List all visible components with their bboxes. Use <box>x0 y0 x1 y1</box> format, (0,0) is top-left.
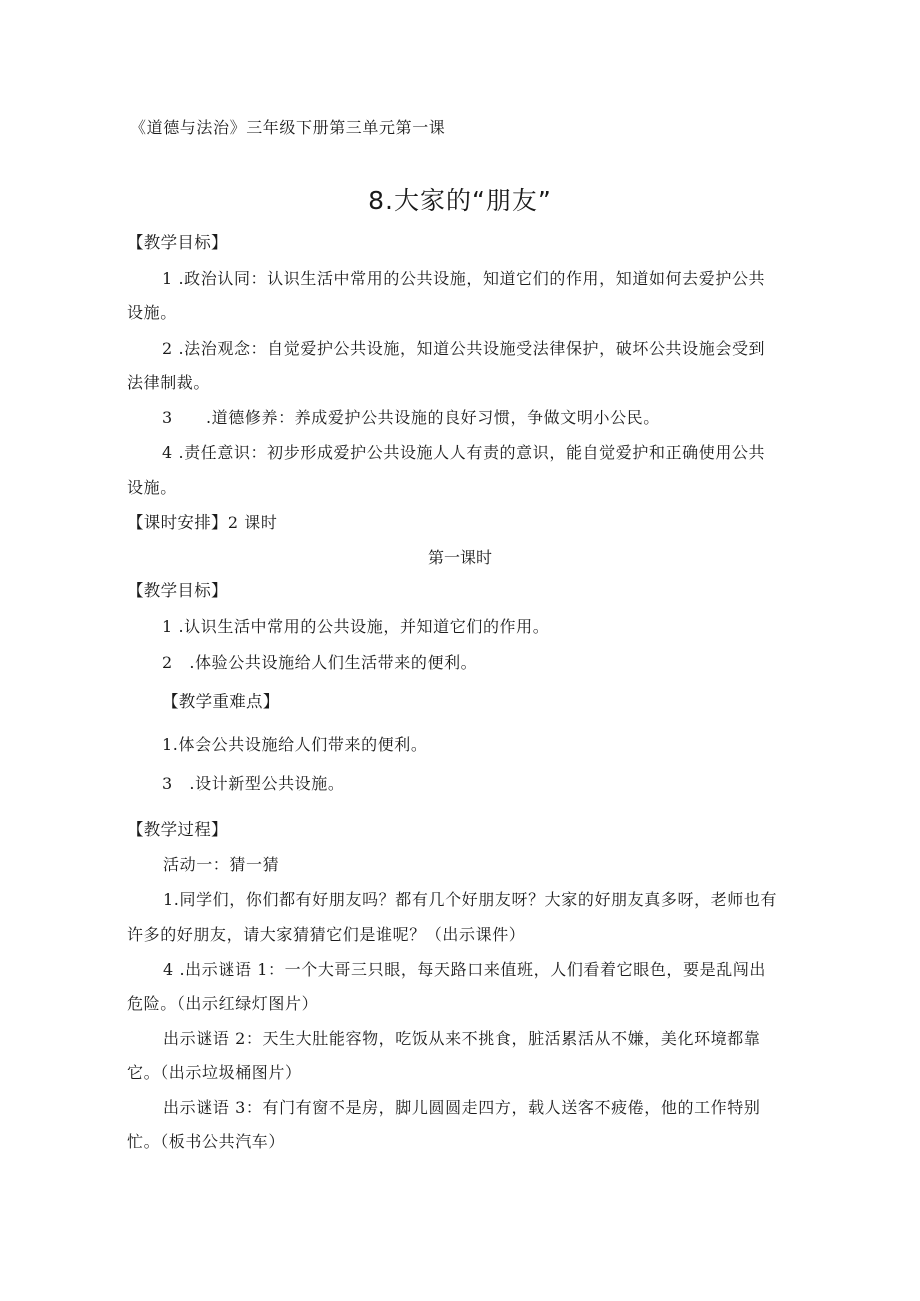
schedule-value: 2 课时 <box>227 513 278 532</box>
goal-2-line-2: 法律制裁。 <box>127 373 211 392</box>
process-para-1-line-1: 1.同学们，你们都有好朋友吗？都有几个好朋友呀？大家的好朋友真多呀，老师也有 <box>163 890 778 909</box>
lesson-title: 8.大家的“朋友” <box>368 186 552 215</box>
goal2-item-2: 2 .体验公共设施给人们生活带来的便利。 <box>162 653 478 672</box>
section-heading-process: 【教学过程】 <box>127 820 228 839</box>
riddle-1-line-1: 4 .出示谜语 1：一个大哥三只眼，每天路口来值班，人们看着它眼色，要是乱闯出 <box>163 960 767 979</box>
goal-1-line-2: 设施。 <box>127 303 177 322</box>
key-point-1: 1.体会公共设施给人们带来的便利。 <box>162 735 428 754</box>
section-heading-key-points: 【教学重难点】 <box>162 692 280 711</box>
goal-4-line-2: 设施。 <box>127 478 177 497</box>
goal2-item-1: 1 .认识生活中常用的公共设施，并知道它们的作用。 <box>162 617 550 636</box>
riddle-3-line-1: 出示谜语 3：有门有窗不是房，脚儿圆圆走四方，载人送客不疲倦，他的工作特别 <box>163 1098 761 1117</box>
goal-2-line-1: 2 .法治观念：自觉爱护公共设施，知道公共设施受法律保护，破坏公共设施会受到 <box>162 339 766 358</box>
section-heading-goals: 【教学目标】 <box>127 233 228 252</box>
lesson-1-subtitle: 第一课时 <box>427 548 492 567</box>
schedule-line <box>127 515 277 532</box>
goal-1-line-1: 1 .政治认同：认识生活中常用的公共设施，知道它们的作用，知道如何去爱护公共 <box>162 269 766 288</box>
section-heading-schedule: 【课时安排】 <box>127 513 228 532</box>
section-heading-goals-2: 【教学目标】 <box>127 581 228 600</box>
goal-4-line-1: 4 .责任意识：初步形成爱护公共设施人人有责的意识，能自觉爱护和正确使用公共 <box>162 443 766 462</box>
activity-1-title: 活动一：猜一猜 <box>163 855 280 874</box>
goal-3: 3 .道德修养：养成爱护公共设施的良好习惯，争做文明小公民。 <box>162 408 660 427</box>
riddle-3-line-2: 忙。（板书公共汽车） <box>127 1132 286 1151</box>
riddle-2-line-2: 它。（出示垃圾桶图片） <box>127 1063 302 1082</box>
riddle-2-line-1: 出示谜语 2：天生大肚能容物，吃饭从来不挑食，脏活累活从不嫌，美化环境都靠 <box>163 1029 761 1048</box>
riddle-1-line-2: 危险。（出示红绿灯图片） <box>127 994 319 1013</box>
key-point-2: 3 .设计新型公共设施。 <box>162 774 345 793</box>
process-para-1-line-2: 许多的好朋友，请大家猜猜它们是谁呢？（出示课件） <box>127 925 526 944</box>
course-header: 《道德与法治》三年级下册第三单元第一课 <box>130 118 446 137</box>
